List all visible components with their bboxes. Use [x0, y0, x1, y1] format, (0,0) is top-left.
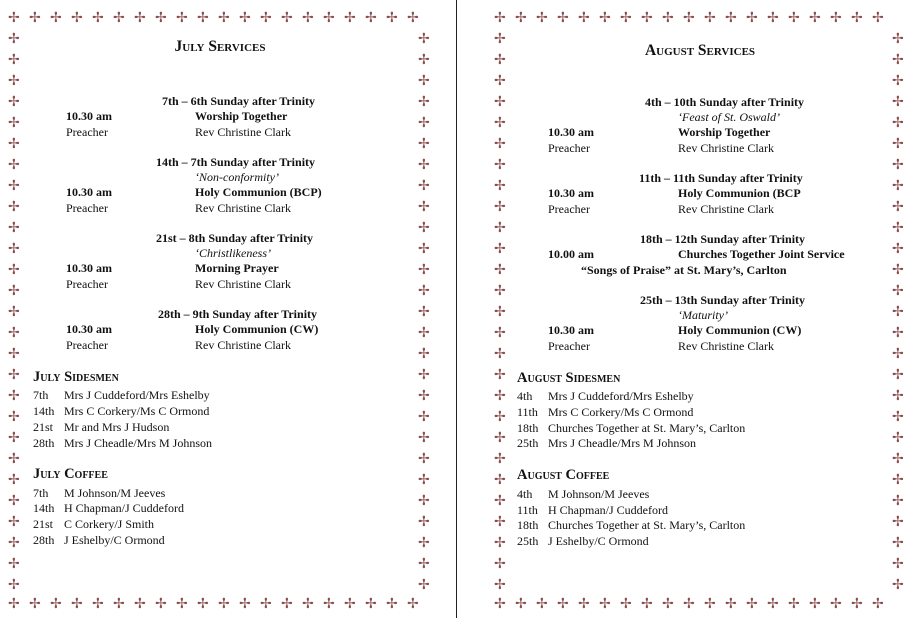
preacher-name: Rev Christine Clark — [678, 141, 774, 155]
dragonfly-icon: ✢ — [8, 200, 20, 215]
dragonfly-icon: ✢ — [892, 431, 904, 446]
dragonfly-icon: ✢ — [8, 536, 20, 551]
dragonfly-icon: ✢ — [302, 597, 314, 612]
dragonfly-icon: ✢ — [494, 473, 506, 488]
rota-names: M Johnson/M Jeeves — [64, 486, 166, 500]
dragonfly-icon: ✢ — [418, 158, 430, 173]
rota-names: Churches Together at St. Mary’s, Carlton — [548, 518, 746, 532]
dragonfly-icon: ✢ — [892, 242, 904, 257]
dragonfly-icon: ✢ — [71, 597, 83, 612]
service-name: Worship Together — [678, 125, 771, 139]
dragonfly-icon: ✢ — [418, 284, 430, 299]
dragonfly-icon: ✢ — [494, 158, 506, 173]
dragonfly-icon: ✢ — [494, 347, 506, 362]
dragonfly-icon: ✢ — [176, 11, 188, 26]
dragonfly-icon: ✢ — [8, 116, 20, 131]
dragonfly-icon: ✢ — [892, 410, 904, 425]
dragonfly-icon: ✢ — [8, 578, 20, 593]
dragonfly-icon: ✢ — [50, 597, 62, 612]
dragonfly-icon: ✢ — [113, 11, 125, 26]
rota-date: 14th — [33, 501, 55, 515]
dragonfly-icon: ✢ — [8, 179, 20, 194]
service-subtitle: ‘Feast of St. Oswald’ — [678, 110, 780, 124]
dragonfly-icon: ✢ — [704, 11, 716, 26]
dragonfly-icon: ✢ — [418, 431, 430, 446]
dragonfly-icon: ✢ — [281, 11, 293, 26]
dragonfly-icon: ✢ — [599, 11, 611, 26]
preacher-name: Rev Christine Clark — [195, 277, 291, 291]
dragonfly-icon: ✢ — [155, 597, 167, 612]
preacher-label: Preacher — [66, 277, 108, 291]
dragonfly-icon: ✢ — [494, 557, 506, 572]
dragonfly-icon: ✢ — [892, 389, 904, 404]
dragonfly-icon: ✢ — [8, 389, 20, 404]
service-time: 10.00 am — [548, 247, 594, 261]
dragonfly-icon: ✢ — [8, 11, 20, 26]
dragonfly-icon: ✢ — [641, 597, 653, 612]
dragonfly-icon: ✢ — [578, 11, 590, 26]
dragonfly-icon: ✢ — [892, 578, 904, 593]
preacher-name: Rev Christine Clark — [195, 125, 291, 139]
service-name: Holy Communion (BCP — [678, 186, 801, 200]
preacher-name: Rev Christine Clark — [195, 338, 291, 352]
dragonfly-icon: ✢ — [418, 32, 430, 47]
dragonfly-icon: ✢ — [494, 284, 506, 299]
service-name: Holy Communion (BCP) — [195, 185, 322, 199]
dragonfly-icon: ✢ — [197, 597, 209, 612]
sidesmen-heading: August Sidesmen — [517, 370, 621, 386]
dragonfly-icon: ✢ — [767, 597, 779, 612]
dragonfly-icon: ✢ — [218, 597, 230, 612]
dragonfly-icon: ✢ — [494, 179, 506, 194]
dragonfly-icon: ✢ — [8, 515, 20, 530]
dragonfly-icon: ✢ — [281, 597, 293, 612]
rota-date: 18th — [517, 421, 539, 435]
coffee-heading: July Coffee — [33, 466, 108, 482]
dragonfly-icon: ✢ — [809, 597, 821, 612]
dragonfly-icon: ✢ — [344, 11, 356, 26]
dragonfly-icon: ✢ — [662, 597, 674, 612]
dragonfly-icon: ✢ — [892, 452, 904, 467]
dragonfly-icon: ✢ — [872, 597, 884, 612]
dragonfly-icon: ✢ — [515, 597, 527, 612]
august-title: August Services — [644, 42, 756, 59]
rota-date: 11th — [517, 503, 538, 517]
dragonfly-icon: ✢ — [71, 11, 83, 26]
dragonfly-icon: ✢ — [494, 515, 506, 530]
dragonfly-icon: ✢ — [494, 326, 506, 341]
dragonfly-icon: ✢ — [536, 11, 548, 26]
service-subtitle: ‘Christlikeness’ — [195, 246, 271, 260]
dragonfly-icon: ✢ — [892, 53, 904, 68]
dragonfly-icon: ✢ — [892, 263, 904, 278]
dragonfly-icon: ✢ — [892, 473, 904, 488]
dragonfly-icon: ✢ — [892, 536, 904, 551]
dragonfly-icon: ✢ — [494, 221, 506, 236]
service-heading: 4th – 10th Sunday after Trinity — [645, 95, 805, 109]
dragonfly-icon: ✢ — [872, 11, 884, 26]
dragonfly-icon: ✢ — [92, 597, 104, 612]
dragonfly-icon: ✢ — [418, 347, 430, 362]
preacher-name: Rev Christine Clark — [678, 202, 774, 216]
dragonfly-icon: ✢ — [892, 116, 904, 131]
dragonfly-icon: ✢ — [418, 242, 430, 257]
rota-date: 18th — [517, 518, 539, 532]
dragonfly-icon: ✢ — [418, 494, 430, 509]
dragonfly-icon: ✢ — [418, 410, 430, 425]
dragonfly-icon: ✢ — [8, 158, 20, 173]
rota-names: J Eshelby/C Ormond — [64, 533, 165, 547]
dragonfly-icon: ✢ — [29, 11, 41, 26]
dragonfly-icon: ✢ — [8, 242, 20, 257]
dragonfly-icon: ✢ — [8, 410, 20, 425]
dragonfly-icon: ✢ — [892, 494, 904, 509]
rota-names: Mrs J Cheadle/Mrs M Johnson — [64, 436, 213, 450]
dragonfly-icon: ✢ — [494, 431, 506, 446]
dragonfly-icon: ✢ — [494, 116, 506, 131]
service-extra: “Songs of Praise” at St. Mary’s, Carlton — [581, 263, 787, 277]
dragonfly-icon: ✢ — [418, 326, 430, 341]
dragonfly-icon: ✢ — [767, 11, 779, 26]
service-name: Morning Prayer — [195, 261, 279, 275]
dragonfly-icon: ✢ — [892, 326, 904, 341]
dragonfly-icon: ✢ — [418, 74, 430, 89]
dragonfly-icon: ✢ — [892, 137, 904, 152]
dragonfly-icon: ✢ — [892, 200, 904, 215]
dragonfly-icon: ✢ — [494, 11, 506, 26]
dragonfly-icon: ✢ — [515, 11, 527, 26]
dragonfly-icon: ✢ — [641, 11, 653, 26]
dragonfly-icon: ✢ — [418, 53, 430, 68]
rota-names: Mr and Mrs J Hudson — [64, 420, 170, 434]
dragonfly-icon: ✢ — [892, 158, 904, 173]
rota-names: J Eshelby/C Ormond — [548, 534, 649, 548]
rota-date: 25th — [517, 534, 539, 548]
dragonfly-icon: ✢ — [662, 11, 674, 26]
rota-date: 28th — [33, 436, 55, 450]
rota-names: Churches Together at St. Mary’s, Carlton — [548, 421, 746, 435]
page-divider — [456, 0, 457, 618]
dragonfly-icon: ✢ — [218, 11, 230, 26]
dragonfly-icon: ✢ — [8, 284, 20, 299]
service-heading: 25th – 13th Sunday after Trinity — [640, 293, 806, 307]
dragonfly-icon: ✢ — [418, 116, 430, 131]
dragonfly-icon: ✢ — [892, 305, 904, 320]
dragonfly-icon: ✢ — [407, 11, 419, 26]
sidesmen-heading: July Sidesmen — [33, 369, 119, 385]
dragonfly-icon: ✢ — [418, 389, 430, 404]
dragonfly-icon: ✢ — [92, 11, 104, 26]
dragonfly-icon: ✢ — [302, 11, 314, 26]
dragonfly-icon: ✢ — [418, 557, 430, 572]
dragonfly-icon: ✢ — [365, 597, 377, 612]
dragonfly-icon: ✢ — [50, 11, 62, 26]
dragonfly-icon: ✢ — [134, 11, 146, 26]
dragonfly-icon: ✢ — [260, 11, 272, 26]
dragonfly-icon: ✢ — [8, 263, 20, 278]
dragonfly-icon: ✢ — [418, 305, 430, 320]
dragonfly-icon: ✢ — [851, 11, 863, 26]
dragonfly-icon: ✢ — [809, 11, 821, 26]
dragonfly-icon: ✢ — [407, 597, 419, 612]
rota-date: 7th — [33, 486, 49, 500]
service-heading: 7th – 6th Sunday after Trinity — [162, 94, 316, 108]
preacher-name: Rev Christine Clark — [678, 339, 774, 353]
preacher-label: Preacher — [548, 202, 590, 216]
dragonfly-icon: ✢ — [892, 515, 904, 530]
service-name: Holy Communion (CW) — [195, 322, 319, 336]
dragonfly-icon: ✢ — [536, 597, 548, 612]
dragonfly-icon: ✢ — [892, 179, 904, 194]
rota-date: 21st — [33, 517, 54, 531]
rota-date: 21st — [33, 420, 54, 434]
dragonfly-icon: ✢ — [8, 221, 20, 236]
rota-names: Mrs J Cuddeford/Mrs Eshelby — [64, 388, 210, 402]
dragonfly-icon: ✢ — [113, 597, 125, 612]
dragonfly-icon: ✢ — [892, 347, 904, 362]
rota-date: 4th — [517, 487, 533, 501]
dragonfly-icon: ✢ — [620, 11, 632, 26]
service-time: 10.30 am — [548, 186, 594, 200]
dragonfly-icon: ✢ — [494, 368, 506, 383]
dragonfly-icon: ✢ — [892, 32, 904, 47]
dragonfly-icon: ✢ — [599, 597, 611, 612]
rota-date: 28th — [33, 533, 55, 547]
dragonfly-icon: ✢ — [418, 452, 430, 467]
dragonfly-icon: ✢ — [8, 557, 20, 572]
dragonfly-icon: ✢ — [8, 368, 20, 383]
dragonfly-icon: ✢ — [197, 11, 209, 26]
dragonfly-icon: ✢ — [418, 263, 430, 278]
dragonfly-icon: ✢ — [892, 95, 904, 110]
rota-date: 14th — [33, 404, 55, 418]
dragonfly-icon: ✢ — [557, 597, 569, 612]
dragonfly-icon: ✢ — [830, 597, 842, 612]
preacher-label: Preacher — [66, 125, 108, 139]
service-heading: 21st – 8th Sunday after Trinity — [156, 231, 314, 245]
dragonfly-icon: ✢ — [494, 263, 506, 278]
dragonfly-icon: ✢ — [134, 597, 146, 612]
dragonfly-icon: ✢ — [323, 11, 335, 26]
service-subtitle: ‘Maturity’ — [678, 308, 728, 322]
rota-names: H Chapman/J Cuddeford — [548, 503, 668, 517]
preacher-label: Preacher — [66, 201, 108, 215]
dragonfly-icon: ✢ — [494, 53, 506, 68]
service-time: 10.30 am — [548, 125, 594, 139]
dragonfly-icon: ✢ — [418, 179, 430, 194]
dragonfly-icon: ✢ — [239, 11, 251, 26]
dragonfly-icon: ✢ — [418, 221, 430, 236]
service-time: 10.30 am — [548, 323, 594, 337]
rota-date: 7th — [33, 388, 49, 402]
dragonfly-icon: ✢ — [704, 597, 716, 612]
dragonfly-icon: ✢ — [418, 368, 430, 383]
service-name: Churches Together Joint Service — [678, 247, 845, 261]
dragonfly-icon: ✢ — [494, 95, 506, 110]
dragonfly-icon: ✢ — [494, 452, 506, 467]
rota-date: 25th — [517, 436, 539, 450]
dragonfly-icon: ✢ — [8, 597, 20, 612]
dragonfly-icon: ✢ — [788, 597, 800, 612]
dragonfly-icon: ✢ — [892, 221, 904, 236]
dragonfly-icon: ✢ — [323, 597, 335, 612]
dragonfly-icon: ✢ — [494, 410, 506, 425]
dragonfly-icon: ✢ — [620, 597, 632, 612]
dragonfly-icon: ✢ — [892, 74, 904, 89]
dragonfly-icon: ✢ — [418, 536, 430, 551]
dragonfly-icon: ✢ — [418, 515, 430, 530]
dragonfly-icon: ✢ — [239, 597, 251, 612]
dragonfly-icon: ✢ — [8, 74, 20, 89]
dragonfly-icon: ✢ — [8, 32, 20, 47]
dragonfly-icon: ✢ — [683, 11, 695, 26]
service-name: Holy Communion (CW) — [678, 323, 802, 337]
rota-names: Mrs J Cheadle/Mrs M Johnson — [548, 436, 697, 450]
dragonfly-icon: ✢ — [29, 597, 41, 612]
july-page — [0, 0, 440, 618]
service-heading: 18th – 12th Sunday after Trinity — [640, 232, 806, 246]
dragonfly-icon: ✢ — [8, 305, 20, 320]
dragonfly-icon: ✢ — [494, 494, 506, 509]
dragonfly-icon: ✢ — [725, 597, 737, 612]
dragonfly-icon: ✢ — [892, 368, 904, 383]
dragonfly-icon: ✢ — [494, 32, 506, 47]
dragonfly-icon: ✢ — [892, 284, 904, 299]
dragonfly-icon: ✢ — [494, 597, 506, 612]
rota-date: 4th — [517, 389, 533, 403]
dragonfly-icon: ✢ — [386, 597, 398, 612]
dragonfly-icon: ✢ — [494, 242, 506, 257]
dragonfly-icon: ✢ — [386, 11, 398, 26]
service-time: 10.30 am — [66, 185, 112, 199]
dragonfly-icon: ✢ — [494, 74, 506, 89]
dragonfly-icon: ✢ — [155, 11, 167, 26]
rota-names: H Chapman/J Cuddeford — [64, 501, 184, 515]
dragonfly-icon: ✢ — [176, 597, 188, 612]
dragonfly-icon: ✢ — [851, 597, 863, 612]
dragonfly-icon: ✢ — [8, 53, 20, 68]
service-heading: 14th – 7th Sunday after Trinity — [156, 155, 316, 169]
service-time: 10.30 am — [66, 109, 112, 123]
service-heading: 28th – 9th Sunday after Trinity — [158, 307, 318, 321]
dragonfly-icon: ✢ — [8, 431, 20, 446]
dragonfly-icon: ✢ — [418, 200, 430, 215]
service-time: 10.30 am — [66, 261, 112, 275]
dragonfly-icon: ✢ — [494, 389, 506, 404]
rota-date: 11th — [517, 405, 538, 419]
dragonfly-icon: ✢ — [892, 557, 904, 572]
preacher-label: Preacher — [548, 339, 590, 353]
rota-names: C Corkery/J Smith — [64, 517, 155, 531]
preacher-label: Preacher — [548, 141, 590, 155]
rota-names: Mrs C Corkery/Ms C Ormond — [548, 405, 694, 419]
dragonfly-icon: ✢ — [830, 11, 842, 26]
service-subtitle: ‘Non-conformity’ — [195, 170, 279, 184]
dragonfly-icon: ✢ — [344, 597, 356, 612]
dragonfly-icon: ✢ — [725, 11, 737, 26]
dragonfly-icon: ✢ — [494, 137, 506, 152]
dragonfly-icon: ✢ — [418, 578, 430, 593]
preacher-name: Rev Christine Clark — [195, 201, 291, 215]
rota-names: Mrs J Cuddeford/Mrs Eshelby — [548, 389, 694, 403]
dragonfly-icon: ✢ — [365, 11, 377, 26]
dragonfly-icon: ✢ — [260, 597, 272, 612]
dragonfly-icon: ✢ — [788, 11, 800, 26]
preacher-label: Preacher — [66, 338, 108, 352]
july-title: July Services — [174, 38, 266, 55]
dragonfly-icon: ✢ — [557, 11, 569, 26]
coffee-heading: August Coffee — [517, 467, 610, 483]
dragonfly-icon: ✢ — [418, 137, 430, 152]
dragonfly-icon: ✢ — [8, 347, 20, 362]
dragonfly-icon: ✢ — [746, 11, 758, 26]
dragonfly-icon: ✢ — [8, 326, 20, 341]
service-heading: 11th – 11th Sunday after Trinity — [639, 171, 803, 185]
dragonfly-icon: ✢ — [418, 473, 430, 488]
dragonfly-icon: ✢ — [746, 597, 758, 612]
service-time: 10.30 am — [66, 322, 112, 336]
rota-names: M Johnson/M Jeeves — [548, 487, 650, 501]
dragonfly-icon: ✢ — [578, 597, 590, 612]
dragonfly-icon: ✢ — [418, 95, 430, 110]
service-name: Worship Together — [195, 109, 288, 123]
dragonfly-icon: ✢ — [494, 305, 506, 320]
dragonfly-icon: ✢ — [8, 95, 20, 110]
august-page — [486, 0, 914, 618]
dragonfly-icon: ✢ — [683, 597, 695, 612]
dragonfly-icon: ✢ — [8, 137, 20, 152]
dragonfly-icon: ✢ — [494, 200, 506, 215]
dragonfly-icon: ✢ — [494, 578, 506, 593]
dragonfly-icon: ✢ — [8, 473, 20, 488]
rota-names: Mrs C Corkery/Ms C Ormond — [64, 404, 210, 418]
dragonfly-icon: ✢ — [8, 494, 20, 509]
dragonfly-icon: ✢ — [494, 536, 506, 551]
dragonfly-icon: ✢ — [8, 452, 20, 467]
